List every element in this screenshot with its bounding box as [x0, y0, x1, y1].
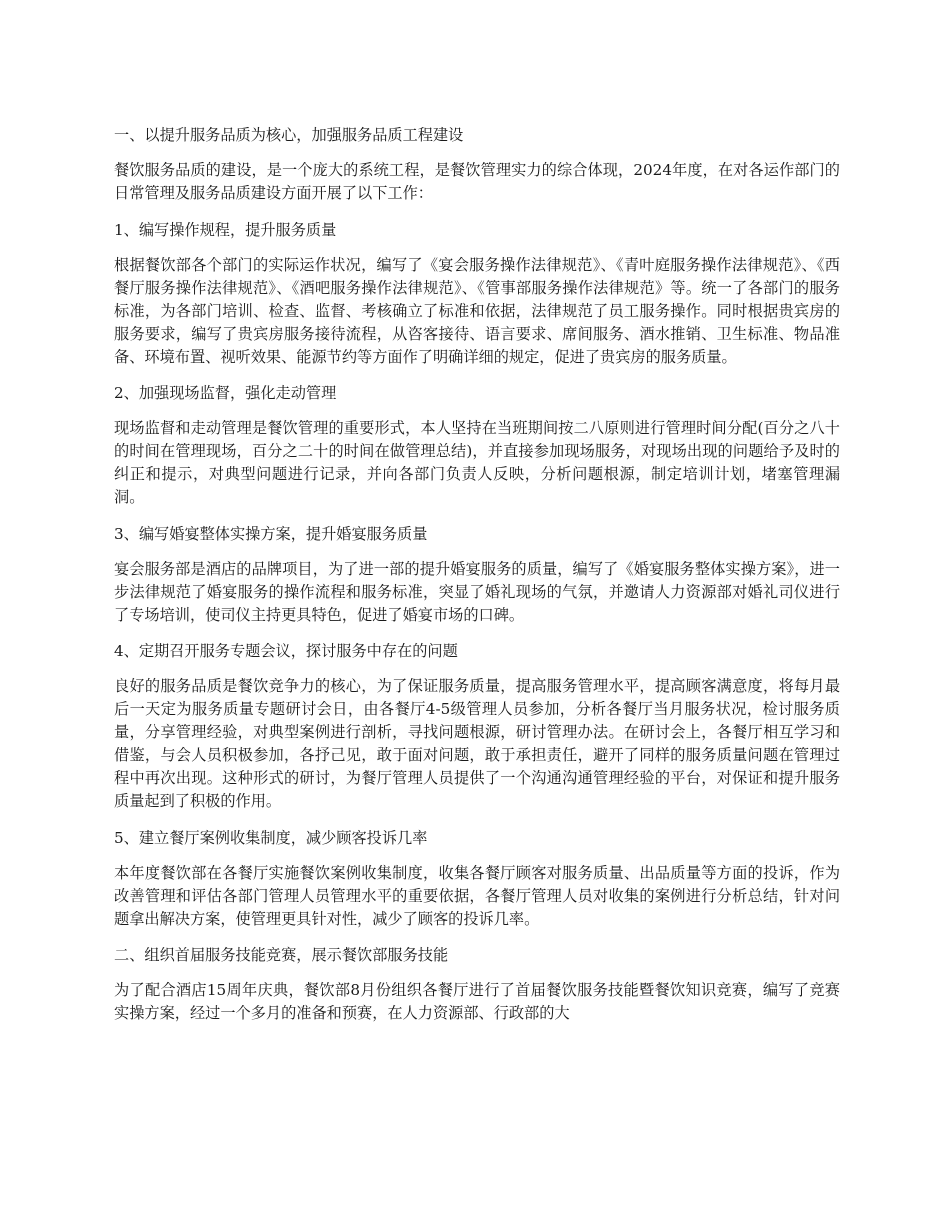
section-heading-1: 一、以提升服务品质为核心，加强服务品质工程建设 [114, 126, 464, 144]
subsection-heading-3: 3、编写婚宴整体实操方案，提升婚宴服务质量 [114, 524, 428, 543]
body-paragraph: 良好的服务品质是餐饮竞争力的核心，为了保证服务质量，提高服务管理水平，提高顾客满意度，将每月最后一天定为服务质量专题研讨会日，由各餐厅4-5级管理人员参加，分析各餐厅当月服务状况，检讨服务质量，分享管理经验，对典型案例进行剖析，寻找问题根源，研讨管理办法。在研讨会上，各餐厅相互学习和借鉴，与会人员积极参加，各抒己见，敢于面对问题，敢于承担责任，避开了同样的服务质量问题在管理过程中再次出现。这种形式的研讨，为餐厅管理人员提供了一个沟通沟通管理经验的平台，对保证和提升服务质量起到了积极的作用。 [114, 677, 840, 810]
body-paragraph: 现场监督和走动管理是餐饮管理的重要形式，本人坚持在当班期间按二八原则进行管理时间分配(百分之八十的时间在管理现场，百分之二十的时间在做管理总结)，并直接参加现场服务，对现场出现的问题给予及时的纠正和提示，对典型问题进行记录，并向各部门负责人反映，分析问题根源，制定培训计划，堵塞管理漏洞。 [114, 419, 840, 506]
body-paragraph: 宴会服务部是酒店的品牌项目，为了进一部的提升婚宴服务的质量，编写了《婚宴服务整体实操方案》，进一步法律规范了婚宴服务的操作流程和服务标准，突显了婚礼现场的气氛，并邀请人力资源部对婚礼司仪进行了专场培训，使司仪主持更具特色，促进了婚宴市场的口碑。 [114, 559, 840, 624]
document-page [114, 124, 840, 1039]
body-paragraph: 本年度餐饮部在各餐厅实施餐饮案例收集制度，收集各餐厅顾客对服务质量、出品质量等方面的投诉，作为改善管理和评估各部门管理人员管理水平的重要依据，各餐厅管理人员对收集的案例进行分析总结，针对问题拿出解决方案，使管理更具针对性，减少了顾客的投诉几率。 [114, 863, 840, 928]
subsection-heading-5: 5、建立餐厅案例收集制度，减少顾客投诉几率 [114, 828, 428, 847]
section-heading-2: 二、组织首届服务技能竞赛，展示餐饮部服务技能 [114, 946, 449, 964]
body-paragraph: 餐饮服务品质的建设，是一个庞大的系统工程，是餐饮管理实力的综合体现，2024年度，在对各运作部门的日常管理及服务品质建设方面开展了以下工作： [114, 161, 840, 202]
subsection-heading-1: 1、编写操作规程，提升服务质量 [114, 220, 337, 239]
subsection-heading-4: 4、定期召开服务专题会议，探讨服务中存在的问题 [114, 642, 458, 660]
subsection-heading-2: 2、加强现场监督，强化走动管理 [114, 384, 337, 402]
body-paragraph: 为了配合酒店15周年庆典，餐饮部8月份组织各餐厅进行了首届餐饮服务技能暨餐饮知识竞赛，编写了竞赛实操方案，经过一个多月的准备和预赛，在人力资源部、行政部的大 [114, 981, 840, 1022]
body-paragraph: 根据餐饮部各个部门的实际运作状况，编写了《宴会服务操作法律规范》、《青叶庭服务操作法律规范》、《西餐厅服务操作法律规范》、《酒吧服务操作法律规范》、《管事部服务操作法律规范》等。统一了各部门的服务标准，为各部门培训、检查、监督、考核确立了标准和依据，法律规范了员工服务操作。同时根据贵宾房的服务要求，编写了贵宾房服务接待流程，从咨客接待、语言要求、席间服务、酒水推销、卫生标准、物品准备、环境布置、视听效果、能源节约等方面作了明确详细的规定，促进了贵宾房的服务质量。 [114, 255, 840, 366]
